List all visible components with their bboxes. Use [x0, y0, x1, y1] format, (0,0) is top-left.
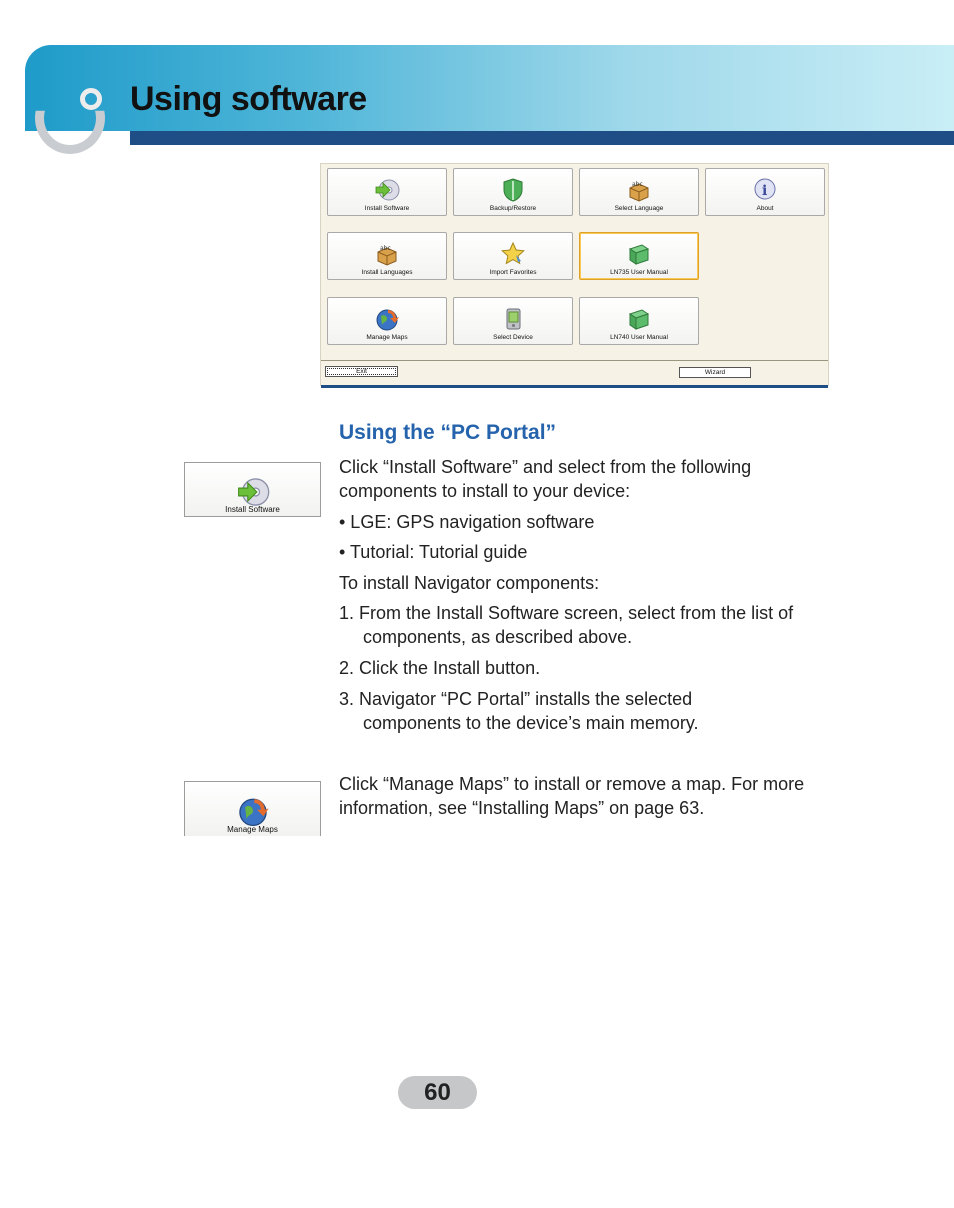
steps-intro: To install Navigator components:: [339, 573, 600, 593]
page-title: Using software: [130, 80, 367, 118]
import-favorites-button[interactable]: [453, 232, 573, 280]
install-software-thumbnail: [184, 462, 321, 517]
footer-divider: [321, 385, 828, 388]
book-icon: [626, 306, 652, 332]
step-2: 2. Click the Install button.: [339, 658, 541, 678]
ln740-user-manual-button[interactable]: [579, 297, 699, 345]
about-label: About: [756, 205, 774, 212]
install-software-button[interactable]: [327, 168, 447, 216]
svg-text:abc: abc: [632, 181, 643, 188]
install-software-label: Install Software: [364, 205, 410, 212]
language-box-icon: [626, 177, 652, 203]
ln735-user-manual-button[interactable]: [579, 232, 699, 280]
step-1: 1. From the Install Software screen, select from the list of components, as described above.: [339, 603, 794, 647]
select-device-label: Select Device: [493, 334, 533, 341]
pc-portal-window: [320, 163, 829, 386]
star-icon: [500, 241, 526, 267]
manage-maps-button[interactable]: [327, 297, 447, 345]
section-heading: Using the “PC Portal”: [339, 421, 557, 444]
manage-maps-text: Click “Manage Maps” to install or remove a map. For more information, see “Installing Maps” on page 63.: [339, 774, 805, 818]
ln735-user-manual-label: LN735 User Manual: [610, 269, 668, 276]
ln740-user-manual-label: LN740 User Manual: [610, 334, 668, 341]
svg-text:i: i: [762, 183, 768, 199]
app-footer: [321, 360, 828, 385]
select-language-label: Select Language: [614, 205, 664, 212]
bullet-tutorial: • Tutorial: Tutorial guide: [339, 542, 528, 562]
wizard-button[interactable]: Wizard: [679, 367, 751, 378]
binder-ring-hole-icon: [80, 88, 102, 110]
svg-text:abc: abc: [380, 245, 391, 252]
globe-arrow-icon: [236, 794, 270, 828]
select-device-button[interactable]: [453, 297, 573, 345]
install-languages-button[interactable]: [327, 232, 447, 280]
install-software-icon: [236, 475, 270, 509]
install-software-icon: [374, 177, 400, 203]
install-languages-label: Install Languages: [361, 269, 413, 276]
info-icon: [752, 177, 778, 203]
manage-maps-thumbnail: [184, 781, 321, 836]
about-button[interactable]: [705, 168, 825, 216]
step-3: 3. Navigator “PC Portal” installs the selected components to the device’s main memory.: [339, 689, 699, 733]
backup-restore-button[interactable]: [453, 168, 573, 216]
select-language-button[interactable]: [579, 168, 699, 216]
globe-arrow-icon: [374, 306, 400, 332]
device-icon: [500, 306, 526, 332]
backup-restore-label: Backup/Restore: [489, 205, 537, 212]
header-underline: [130, 131, 954, 145]
import-favorites-label: Import Favorites: [489, 269, 537, 276]
language-box-icon: [374, 241, 400, 267]
exit-button[interactable]: Exit: [325, 366, 398, 377]
manage-maps-thumbnail-label: Manage Maps: [227, 825, 278, 834]
intro-text: Click “Install Software” and select from the following components to install to your device:: [339, 457, 752, 501]
bullet-lge: • LGE: GPS navigation software: [339, 512, 595, 532]
install-software-thumbnail-label: Install Software: [225, 505, 280, 514]
manage-maps-label: Manage Maps: [366, 334, 408, 341]
book-icon: [626, 241, 652, 267]
page-number: 60: [398, 1076, 477, 1109]
shield-icon: [500, 177, 526, 203]
